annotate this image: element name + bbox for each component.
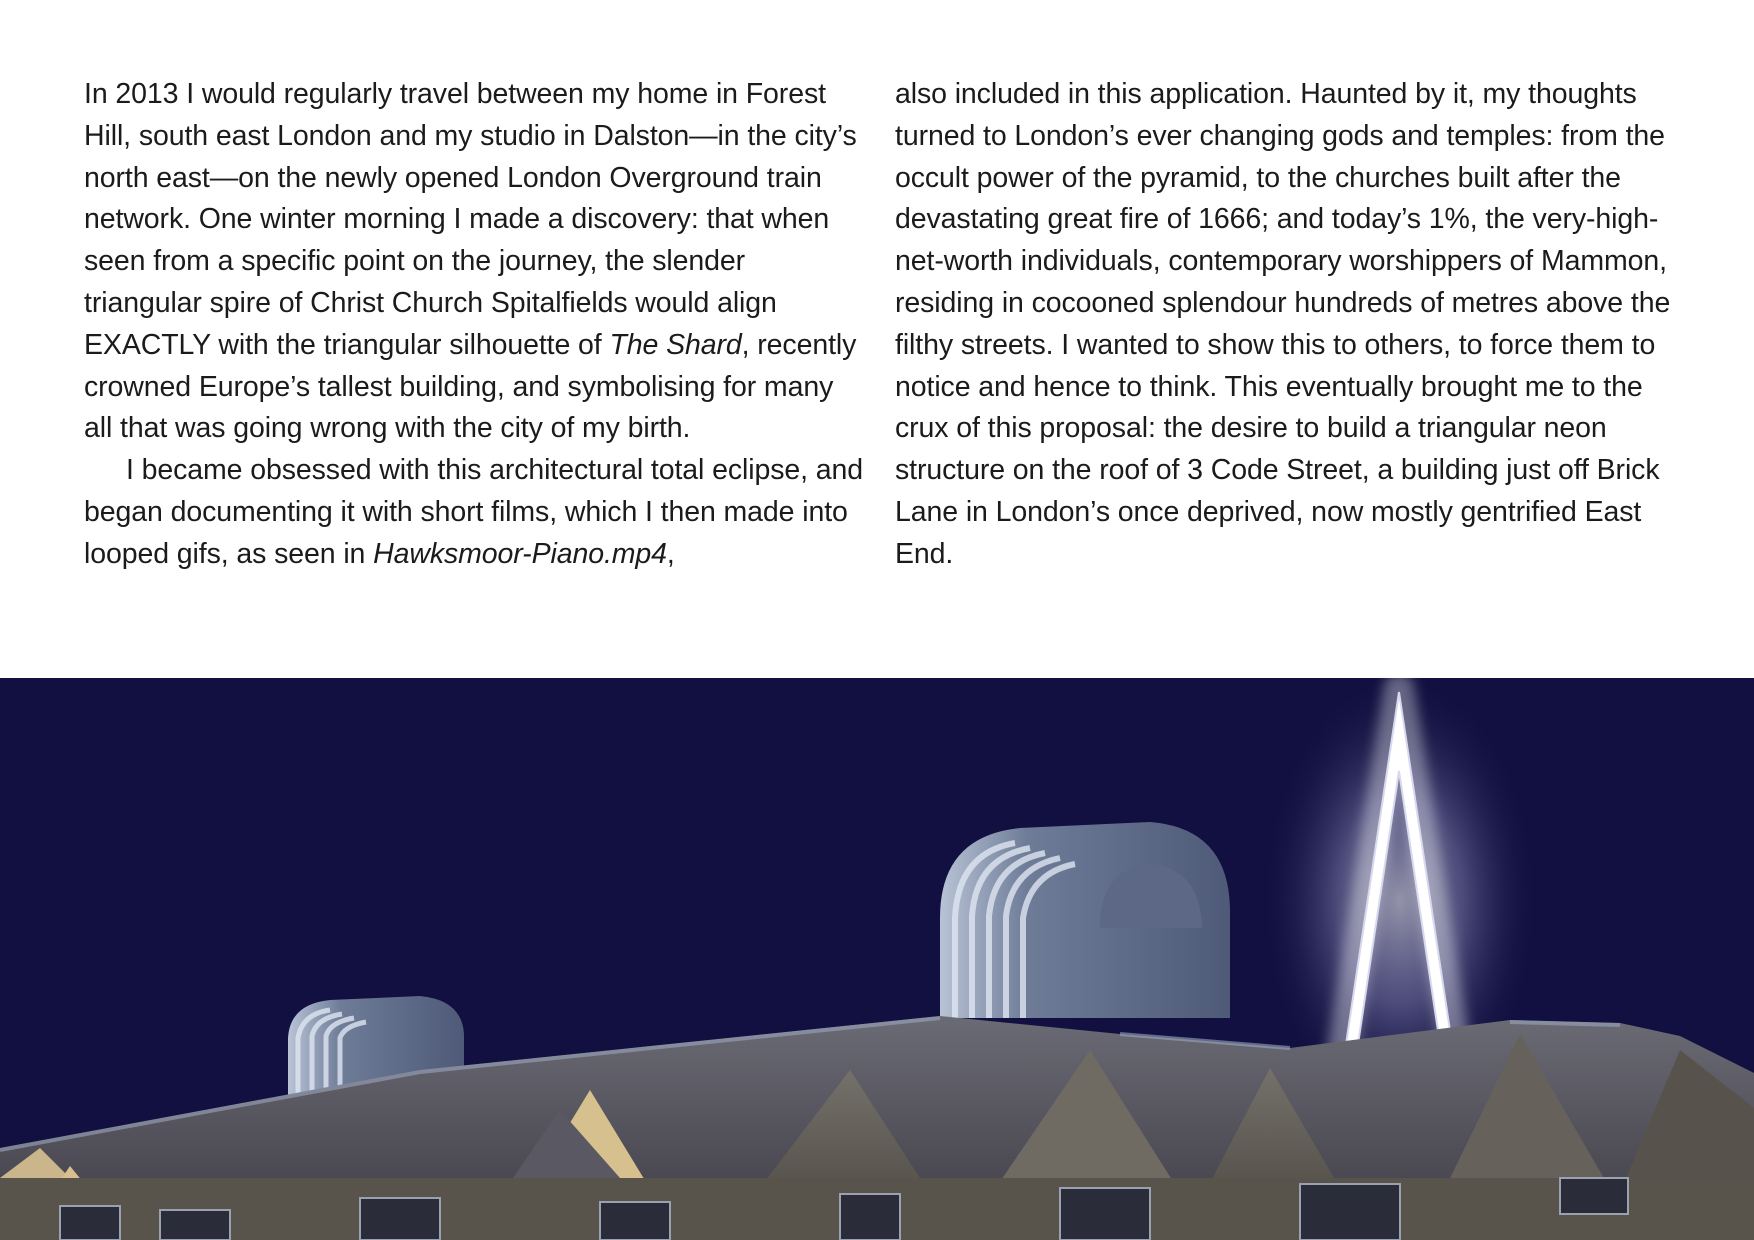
- rooftop-illustration: [0, 678, 1754, 1240]
- paragraph-2: I became obsessed with this architectural total eclipse, and began documenting it with short films, which I then made into looped gifs, as seen in Hawksmoor-Piano.mp4,: [84, 454, 863, 570]
- body-text: [84, 74, 1674, 634]
- right-column: [895, 74, 1674, 634]
- rooftop-neon-photo: [0, 678, 1754, 1240]
- italic-title-hawksmoor-piano: Hawksmoor-Piano.mp4: [373, 537, 667, 570]
- italic-title-the-shard: The Shard: [609, 328, 742, 361]
- paragraph-1: In 2013 I would regularly travel between my home in Forest Hill, south east London and my studio in Dalston—in the city’s north east—on the newly opened London Overground train network. One winter morning I made a discovery: that when seen from a specific point on the journey, the slender triangular spire of Christ Church Spitalfields would align EXACTLY with the triangular silhouette of The Shard, recently crowned Europe’s tallest building, and symbolising for many all that was going wrong with the city of my birth.: [84, 78, 857, 445]
- left-column: [84, 74, 863, 634]
- large-roof-vent: [940, 822, 1230, 1018]
- paragraph-2-continued: also included in this application. Haunted by it, my thoughts turned to London’s ever changing gods and temples: from the occult power of the pyramid, to the churches built after the devastating great fire of 1666; and today’s 1%, the very-high-net-worth individuals, contemporary worshippers of Mammon, residing in cocooned splendour hundreds of metres above the filthy streets. I wanted to show this to others, to force them to notice and hence to think. This eventually brought me to the crux of this proposal: the desire to build a triangular neon structure on the roof of 3 Code Street, a building just off Brick Lane in London’s once deprived, now mostly gentrified East End.: [895, 78, 1671, 570]
